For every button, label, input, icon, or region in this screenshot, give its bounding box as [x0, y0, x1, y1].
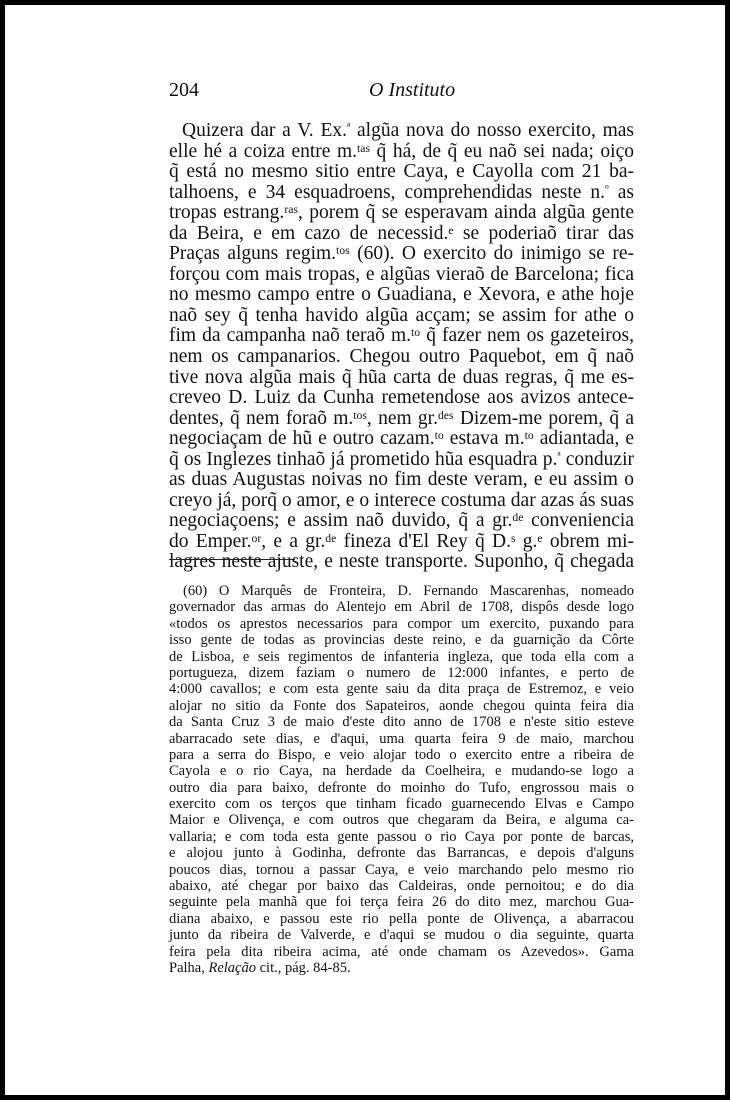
body-line: negociaçam de hũ e outro cazam.$^{to}$ estava m.$^{to}$ adiantada, e [169, 428, 635, 450]
body-line: do Emper.$^{or}$, e a gr.$^{de}$ fineza d'El Rey q̃ D.$^s$ g.$^e$ obrem mi- [169, 530, 635, 552]
footnote-line: abaixo, até chegar por baixo das Caldeiras, onde pernoitou; e do dia [169, 878, 634, 895]
footnote-line: feira pela dita ribeira acima, até onde chamam os Azevedos». Gama [169, 943, 634, 960]
body-line: negociaçoens; e assim naõ duvido, q̃ a gr.$^{de}$ conveniencia [169, 510, 634, 532]
body-line: naõ sey q̃ tenha havido algũa acçam; se assim for athe o [169, 304, 634, 326]
footnote-line: Maior e Olivença, e com outros que chegaram da Beira, e alguma ca- [169, 812, 634, 829]
body-line: q̃ os Inglezes tinhaõ já prometido hũa esquadra p.$^ª$ conduzir [169, 448, 634, 470]
body-text [169, 121, 634, 573]
body-line: talhoens, e 34 esquadroens, comprehendidas neste n.$^º$ as [169, 181, 634, 203]
body-line: Quizera dar a V. Ex.$^ª$ algũa nova do nosso exercito, mas [182, 120, 634, 141]
running-title: O Instituto [369, 79, 456, 101]
body-line: forçou com mais tropas, e algũas vieraõ de Barcelona; fica [169, 263, 634, 285]
footnote-line: poucos dias, tornou a passar Caya, e veio marchando pelo mesmo rio [169, 861, 634, 878]
footnote-line: (60) O Marquês de Fronteira, D. Fernando Mascarenhas, nomeado [183, 583, 634, 599]
footnote-line: governador das armas do Alentejo em Abril de 1708, dispôs desde logo [169, 599, 634, 616]
footnote-line: e alojou junto à Godinha, defronte das Barrancas, e depois d'alguns [169, 845, 634, 862]
footnote-line: isso gente de todas as provincias deste reino, e da guarnição da Côrte [169, 632, 634, 649]
body-line: no mesmo campo entre o Guadiana, e Xevora, e athe hoje [169, 284, 634, 306]
footnote-line: exercito com os terços que tinham ficado guarnecendo Elvas e Campo [169, 796, 634, 813]
footnote-line: outro dia para baixo, defronte do moinho do Tufo, engrossou mais o [169, 779, 634, 796]
footnote-line: junto da ribeira de Valverde, e d'aqui se mudou o dia seguinte, quarta [169, 927, 634, 944]
page-header [169, 79, 634, 107]
footnote-separator [169, 559, 295, 560]
body-line: tive nova algũa mais q̃ hũa carta de duas regras, q̃ me es- [169, 366, 634, 388]
body-line: elle hé a coiza entre m.$^{tas}$ q̃ há, de q̃ eu naõ sei nada; oiço [169, 140, 634, 162]
body-line: creveo D. Luiz da Cunha remetendose aos avizos antece- [169, 387, 634, 409]
footnote-line: vallaria; e com toda esta gente passou o rio Caya por ponte de barcas, [169, 828, 634, 845]
body-line: q̃ está no mesmo sitio entre Caya, e Cayolla com 21 ba- [169, 161, 634, 183]
body-line: nem os campanarios. Chegou outro Paquebot, em q̃ naõ [169, 346, 634, 368]
footnote-line: 4:000 cavallos; e com esta gente saiu da dita praça de Estremoz, e veio [169, 681, 634, 698]
footnote-line: abarracado sete dias, e d'aqui, uma quarta feira 9 de maio, marchou [169, 730, 634, 747]
body-line: creyo já, porq̃ o amor, e o interece costuma dar azas ás suas [169, 489, 634, 511]
body-line: dentes, q̃ nem foraõ m.$^{tos}$, nem gr.$^{des}$ Dizem-me porem, q̃ a [169, 407, 635, 429]
body-line: da Beira, e em cazo de necessid.$^e$ se poderiaõ tirar das [169, 222, 634, 244]
footnote-line: diana abaixo, e passou este rio pella ponte de Olivença, a abarracou [169, 910, 634, 927]
body-line: fim da campanha naõ teraõ m.$^{to}$ q̃ fazer nem os gazeteiros, [169, 325, 634, 347]
footnote-line: para a serra do Bispo, e veio alojar todo o exercito entre a ribeira de [169, 746, 634, 763]
body-line: tropas estrang.$^{ras}$, porem q̃ se esperavam ainda algũa gente [169, 202, 634, 224]
footnote-line: «todos os aprestos necessarios para compor um exercito, puxando para [169, 615, 634, 632]
body-line: Praças alguns regim.$^{tos}$ (60). O exercito do inimigo se re- [169, 243, 634, 265]
footnote-line: seguinte pela manhã que foi terça feira 26 do dito mez, marchou Gua- [169, 894, 634, 911]
footnote-line: de Lisboa, e seis regimentos de infanteria ingleza, que toda ella com a [169, 648, 634, 665]
page-number: 204 [169, 79, 199, 101]
body-line: as duas Augustas noivas no fim deste veram, e eu assim o [169, 469, 634, 491]
footnote-60 [169, 583, 634, 976]
footnote-line: Cayola e o rio Caya, na herdade da Coelheira, e mudando-se logo a [169, 763, 634, 780]
body-line: lagres neste ajuste, e neste transporte. Suponho, q̃ chegada [169, 551, 634, 573]
footnote-line: portugueza, dizem faziam o numero de 12:000 infantes, e perto de [169, 664, 634, 681]
footnote-line: Palha, Relação cit., pág. 84-85. [169, 959, 351, 976]
footnote-line: da Santa Cruz 3 de maio d'este dito anno de 1708 e n'este sitio esteve [169, 714, 634, 731]
footnote-line: alojar no sitio da Fonte dos Sapateiros, aonde chegou quinta feira dia [169, 697, 634, 714]
